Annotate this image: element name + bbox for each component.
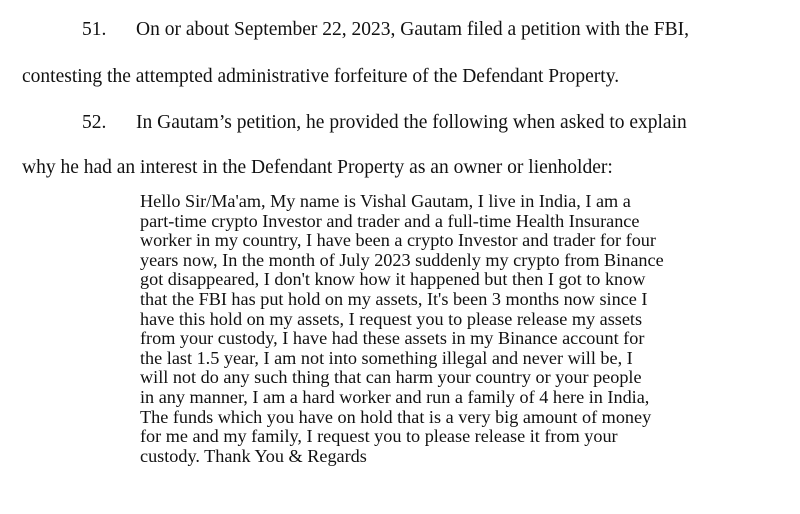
paragraph-number-52: 52. [82,112,107,133]
petition-block-quote [140,192,760,466]
paragraph-number-51: 51. [82,19,107,40]
quote-line: part-time crypto Investor and trader and a full-time Health Insurance [140,210,640,231]
quote-line: in any manner, I am a hard worker and run a family of 4 here in India, [140,386,650,407]
quote-line: years now, In the month of July 2023 suddenly my crypto from Binance [140,249,664,270]
quote-line: have this hold on my assets, I request you to please release my assets [140,308,643,329]
paragraph-51-line-1: On or about September 22, 2023, Gautam filed a petition with the FBI, [136,19,689,40]
quote-line: got disappeared, I don't know how it happened but then I got to know [140,269,646,290]
quote-line: for me and my family, I request you to please release it from your [140,426,618,447]
quote-line: the last 1.5 year, I am not into something illegal and never will be, I [140,347,633,368]
quote-line: worker in my country, I have been a crypto Investor and trader for four [140,230,656,251]
quote-line: from your custody, I have had these assets in my Binance account for [140,328,645,349]
paragraph-52-line-1: In Gautam’s petition, he provided the following when asked to explain [136,112,687,133]
quote-line: Hello Sir/Ma'am, My name is Vishal Gautam, I live in India, I am a [140,191,631,211]
quote-line: that the FBI has put hold on my assets, It's been 3 months now since I [140,288,648,309]
quote-line: The funds which you have on hold that is a very big amount of money [140,406,652,427]
quote-line: will not do any such thing that can harm your country or your people [140,367,642,388]
paragraph-52-line-2: why he had an interest in the Defendant Property as an owner or lienholder: [22,157,613,178]
paragraph-51-line-2: contesting the attempted administrative forfeiture of the Defendant Property. [22,66,620,87]
quote-line: custody. Thank You & Regards [140,445,367,466]
